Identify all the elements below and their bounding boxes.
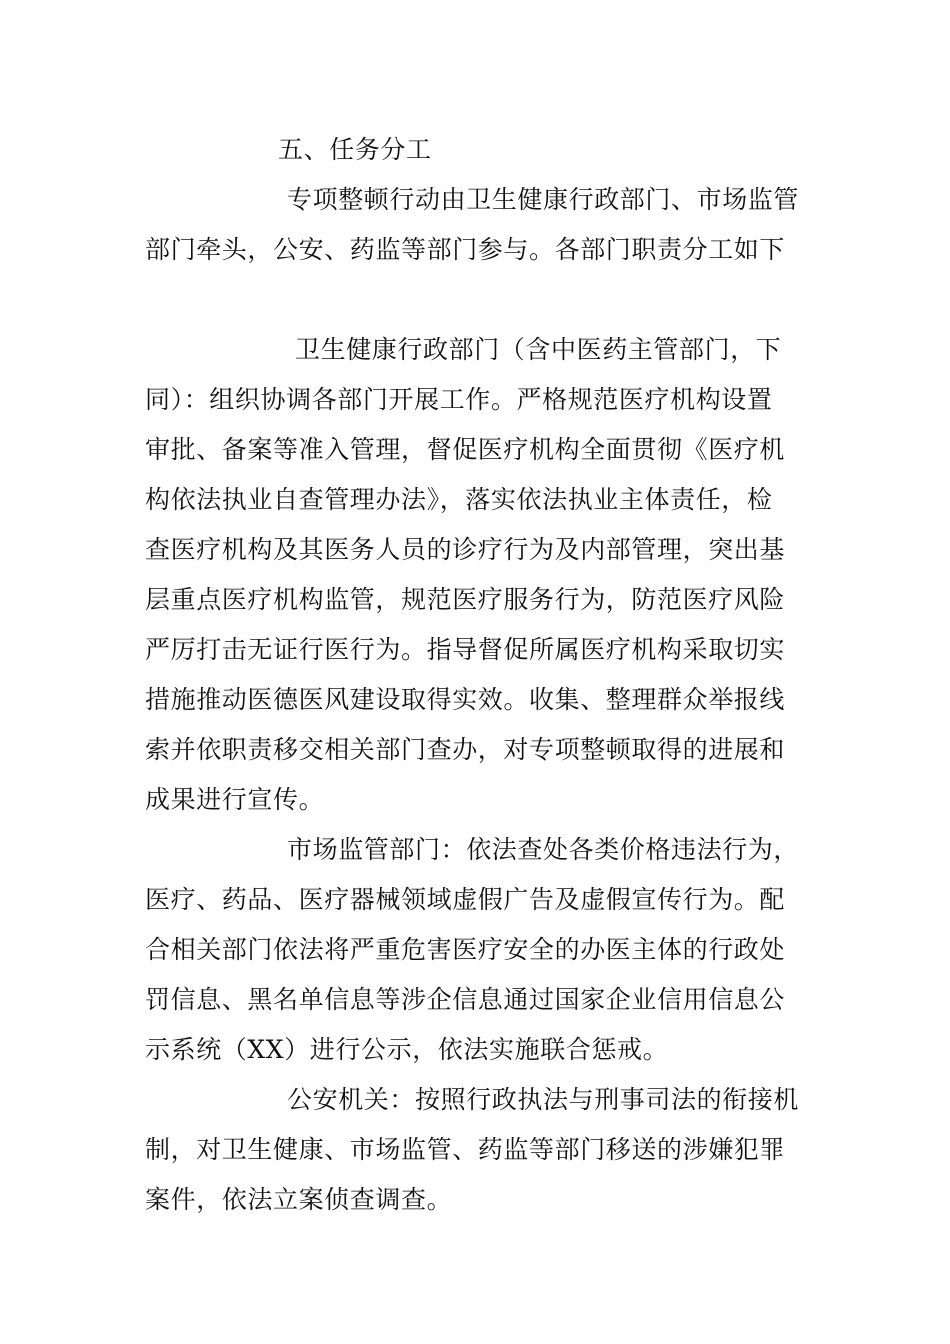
paragraph-line: 公安机关：按照行政执法与刑事司法的衔接机 [287,1085,800,1114]
paragraph-line: 索并依职责移交相关部门查办，对专项整顿取得的进展和 [145,735,786,764]
paragraph-line: 制，对卫生健康、市场监管、药监等部门移送的涉嫌犯罪 [145,1135,786,1164]
paragraph-line: 同）：组织协调各部门开展工作。严格规范医疗机构设置 [145,385,773,414]
paragraph-line: 构依法执业自查管理办法》，落实依法执业主体责任，检 [145,485,773,514]
paragraph-line: 成果进行宣传。 [145,785,325,814]
paragraph-line: 部门牵头，公安、药监等部门参与。各部门职责分工如下 [145,235,786,264]
paragraph-line: 审批、备案等准入管理，督促医疗机构全面贯彻《医疗机 [145,435,786,464]
paragraph-line: 层重点医疗机构监管，规范医疗服务行为，防范医疗风险 [145,585,786,614]
paragraph-line: 市场监管部门：依法查处各类价格违法行为， [287,835,800,864]
paragraph-line: 查医疗机构及其医务人员的诊疗行为及内部管理，突出基 [145,535,786,564]
paragraph-line: 严厉打击无证行医行为。指导督促所属医疗机构采取切实 [145,635,786,664]
section-heading: 五、任务分工 [278,135,432,164]
paragraph-line: 合相关部门依法将严重危害医疗安全的办医主体的行政处 [145,935,786,964]
paragraph-line: 专项整顿行动由卫生健康行政部门、市场监管 [287,185,800,214]
paragraph-line: 示系统（XX）进行公示，依法实施联合惩戒。 [145,1035,669,1064]
paragraph-line: 措施推动医德医风建设取得实效。收集、整理群众举报线 [145,685,786,714]
paragraph-line: 卫生健康行政部门（含中医药主管部门，下 [295,335,782,364]
paragraph-line: 罚信息、黑名单信息等涉企信息通过国家企业信用信息公 [145,985,786,1014]
paragraph-line: 案件，依法立案侦查调查。 [145,1185,453,1214]
paragraph-line: 医疗、药品、医疗器械领域虚假广告及虚假宣传行为。配 [145,885,786,914]
